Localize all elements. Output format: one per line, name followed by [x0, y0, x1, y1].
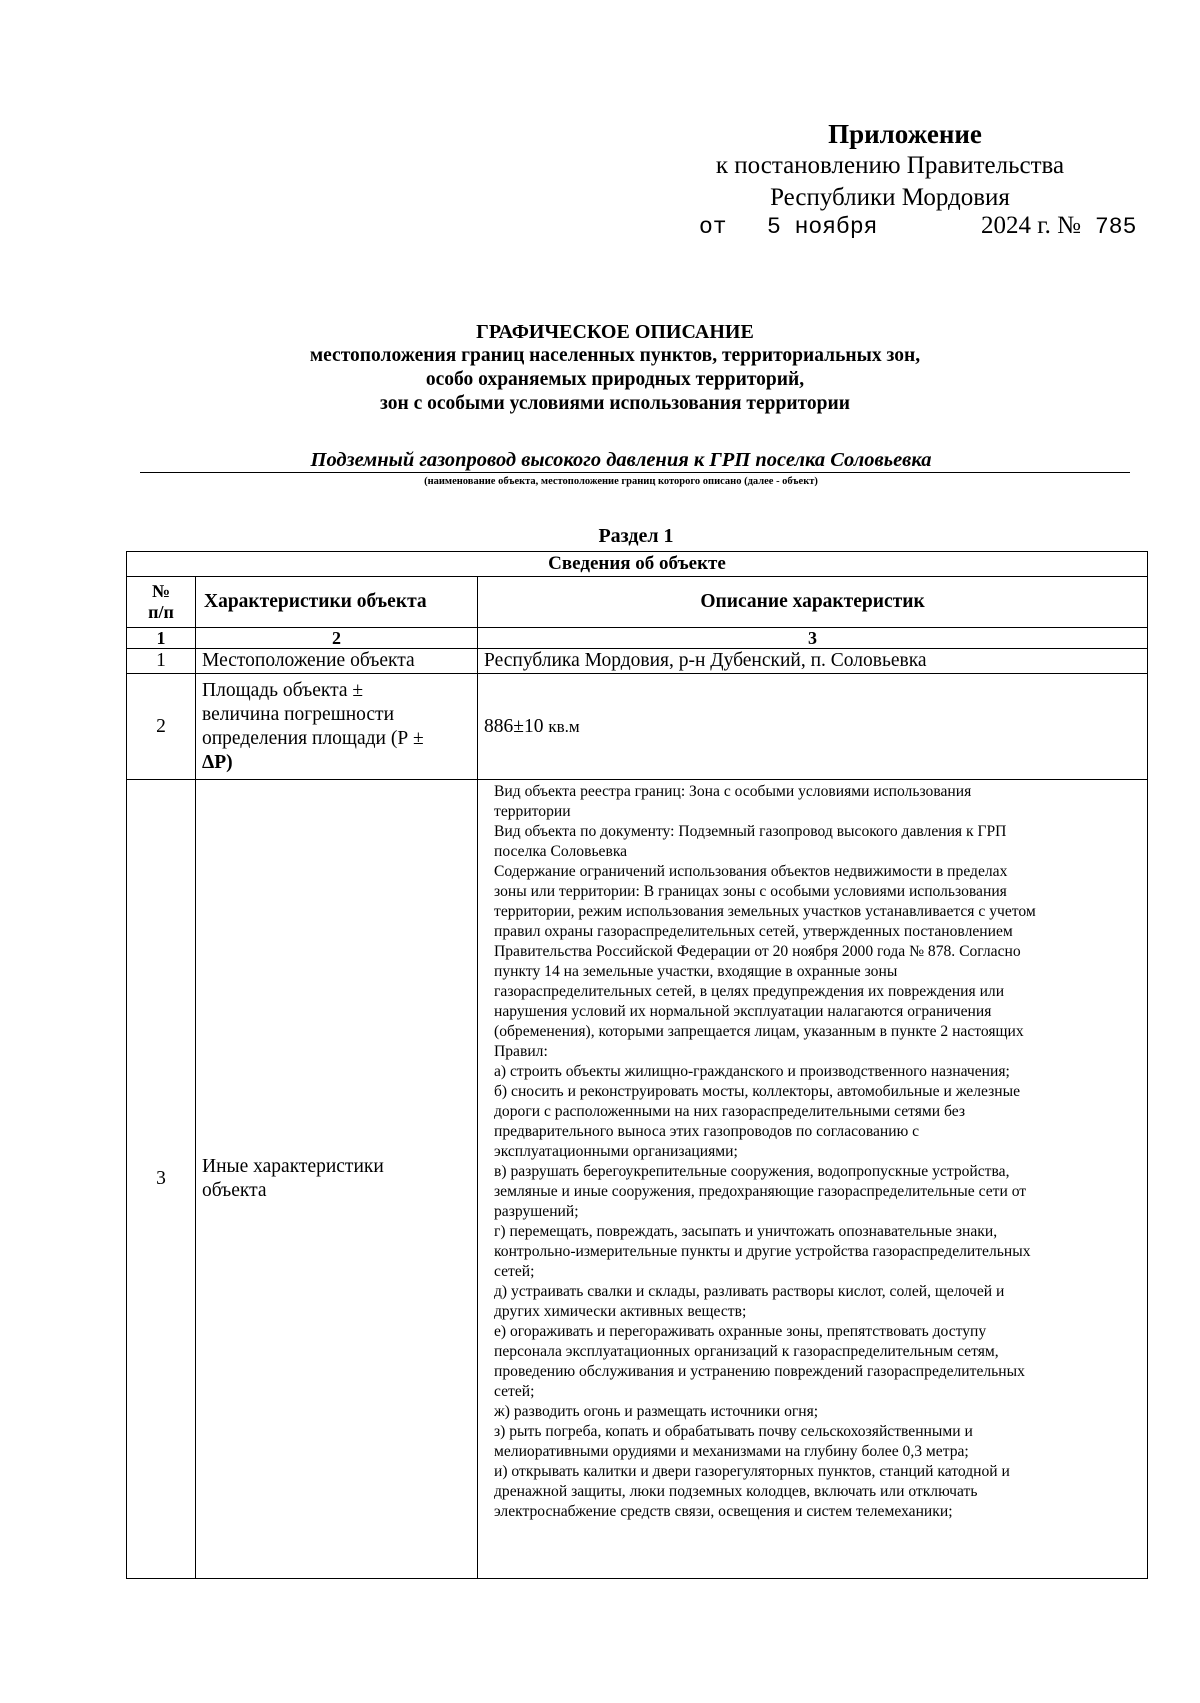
date-year: 2024 г. №: [981, 212, 1082, 239]
description-line: нарушения условий их нормальной эксплуатации налагаются ограничения: [494, 1003, 992, 1020]
description-line: газораспределительных сетей, в целях предупреждения их повреждения или: [494, 983, 1005, 1000]
header-num-line-2: п/п: [148, 602, 174, 622]
description-line: а) строить объекты жилищно-гражданского и производственного назначения;: [494, 1063, 1010, 1080]
header-description: Описание характеристик: [478, 577, 1148, 628]
row-characteristic-line: ΔР): [202, 751, 233, 773]
row-description: [478, 780, 1148, 1579]
header-num-line-1: №: [151, 581, 171, 601]
object-info-table: [126, 551, 1148, 1579]
date-from-label: от: [699, 214, 727, 240]
description-line: в) разрушать берегоукрепительные сооружения, водопропускные устройства,: [494, 1163, 1010, 1180]
description-line: г) перемещать, повреждать, засыпать и уничтожать опознавательные знаки,: [494, 1223, 998, 1240]
description-line: Правительства Российской Федерации от 20 ноября 2000 года № 878. Согласно: [494, 943, 1021, 960]
description-line: е) огораживать и перегораживать охранные зоны, препятствовать доступу: [494, 1323, 987, 1340]
header-num: [127, 577, 196, 628]
table-header-row: [127, 577, 1148, 628]
table-row: [127, 674, 1148, 780]
document-title-main: ГРАФИЧЕСКОЕ ОПИСАНИЕ: [476, 321, 754, 343]
row-number: 2: [127, 674, 196, 780]
resolution-number: 785: [1095, 214, 1137, 240]
description-line: дороги с расположенными на них газораспределительными сетями без: [494, 1103, 966, 1120]
description-line: территории: [494, 803, 571, 820]
appendix-header: [680, 118, 1100, 214]
table-caption-row: [127, 552, 1148, 577]
description-line: мелиоративными орудиями и механизмами на глубину более 0,3 метра;: [494, 1443, 969, 1460]
description-line: б) сносить и реконструировать мосты, коллекторы, автомобильные и железные: [494, 1083, 1020, 1100]
description-line: контрольно-измерительные пункты и другие устройства газораспределительных: [494, 1243, 1031, 1260]
row-number: 1: [127, 649, 196, 674]
row-characteristic-line: Иные характеристики: [202, 1156, 384, 1177]
row-characteristic: Местоположение объекта: [196, 649, 478, 674]
section-title: Раздел 1: [598, 525, 674, 547]
appendix-title: Приложение: [828, 119, 982, 149]
description-line: электроснабжение средств связи, освещения и систем телемеханики;: [494, 1503, 953, 1520]
description-line: Вид объекта реестра границ: Зона с особыми условиями использования: [494, 783, 972, 800]
object-name: Подземный газопровод высокого давления к ГРП поселка Соловьевка: [140, 448, 1130, 473]
restrictions-description: [494, 782, 1137, 1578]
object-name-caption: (наименование объекта, местоположение границ которого описано (далее - объект): [424, 476, 818, 487]
description-line: персонала эксплуатационных организаций к газораспределительным сетям,: [494, 1343, 999, 1360]
appendix-line-2: Республики Мордовия: [770, 184, 1010, 211]
description-line: Правил:: [494, 1043, 548, 1060]
description-line: разрушений;: [494, 1203, 579, 1220]
description-line: предварительного выноса этих газопроводов по согласованию с: [494, 1123, 920, 1140]
column-number-1: 1: [127, 628, 196, 649]
description-line: Вид объекта по документу: Подземный газопровод высокого давления к ГРП: [494, 823, 1007, 840]
description-line: дренажной защиты, люки подземных колодцев, включать или отключать: [494, 1483, 978, 1500]
table-caption: Сведения об объекте: [127, 552, 1148, 577]
description-line: других химически активных веществ;: [494, 1303, 747, 1320]
description-line: эксплуатационными организациями;: [494, 1143, 738, 1160]
description-line: земляные и иные сооружения, предохраняющие газораспределительные сети от: [494, 1183, 1027, 1200]
column-number-row: [127, 628, 1148, 649]
description-line: поселка Соловьевка: [494, 843, 628, 860]
row-characteristic-line: определения площади (Р ±: [202, 727, 424, 749]
table-row: [127, 780, 1148, 1579]
document-title-line-3: зон с особыми условиями использования территории: [380, 393, 850, 414]
row-characteristic: [196, 780, 478, 1579]
description-line: з) рыть погреба, копать и обрабатывать почву сельскохозяйственными и: [494, 1423, 973, 1440]
description-line: сетей;: [494, 1383, 535, 1400]
document-title: [130, 320, 1100, 416]
row-description: Республика Мордовия, р-н Дубенский, п. Соловьевка: [478, 649, 1148, 674]
row-characteristic-line: Площадь объекта ±: [202, 679, 364, 701]
area-unit: кв.м: [548, 716, 580, 736]
description-line: проведению обслуживания и устранению повреждений газораспределительных: [494, 1363, 1025, 1380]
row-number: 3: [127, 780, 196, 1579]
description-line: пункту 14 на земельные участки, входящие в охранные зоны: [494, 963, 898, 980]
description-line: зоны или территории: В границах зоны с особыми условиями использования: [494, 883, 1007, 900]
description-line: и) открывать калитки и двери газорегуляторных пунктов, станций катодной и: [494, 1463, 1010, 1480]
table-row: [127, 649, 1148, 674]
column-number-2: 2: [196, 628, 478, 649]
row-characteristic: [196, 674, 478, 780]
description-line: сетей;: [494, 1263, 535, 1280]
area-value: 886±10: [484, 715, 544, 737]
description-line: территории, режим использования земельных участков устанавливается с учетом: [494, 903, 1036, 920]
document-title-line-1: местоположения границ населенных пунктов, территориальных зон,: [309, 345, 921, 366]
date-day-month: 5 ноября: [767, 214, 878, 240]
row-characteristic-line: величина погрешности: [202, 703, 395, 725]
description-line: ж) разводить огонь и размещать источники огня;: [494, 1403, 819, 1420]
description-line: правил охраны газораспределительных сетей, утвержденных постановлением: [494, 923, 1013, 940]
row-characteristic-line: объекта: [202, 1180, 267, 1201]
description-line: (обременения), которыми запрещается лицам, указанным в пункте 2 настоящих: [494, 1023, 1024, 1040]
document-title-line-2: особо охраняемых природных территорий,: [425, 369, 805, 390]
header-characteristics: Характеристики объекта: [196, 577, 478, 628]
description-line: д) устраивать свалки и склады, разливать растворы кислот, солей, щелочей и: [494, 1283, 1005, 1300]
appendix-line-1: к постановлению Правительства: [715, 152, 1065, 179]
column-number-3: 3: [478, 628, 1148, 649]
row-description: [478, 674, 1148, 780]
description-line: Содержание ограничений использования объектов недвижимости в пределах: [494, 863, 1008, 880]
